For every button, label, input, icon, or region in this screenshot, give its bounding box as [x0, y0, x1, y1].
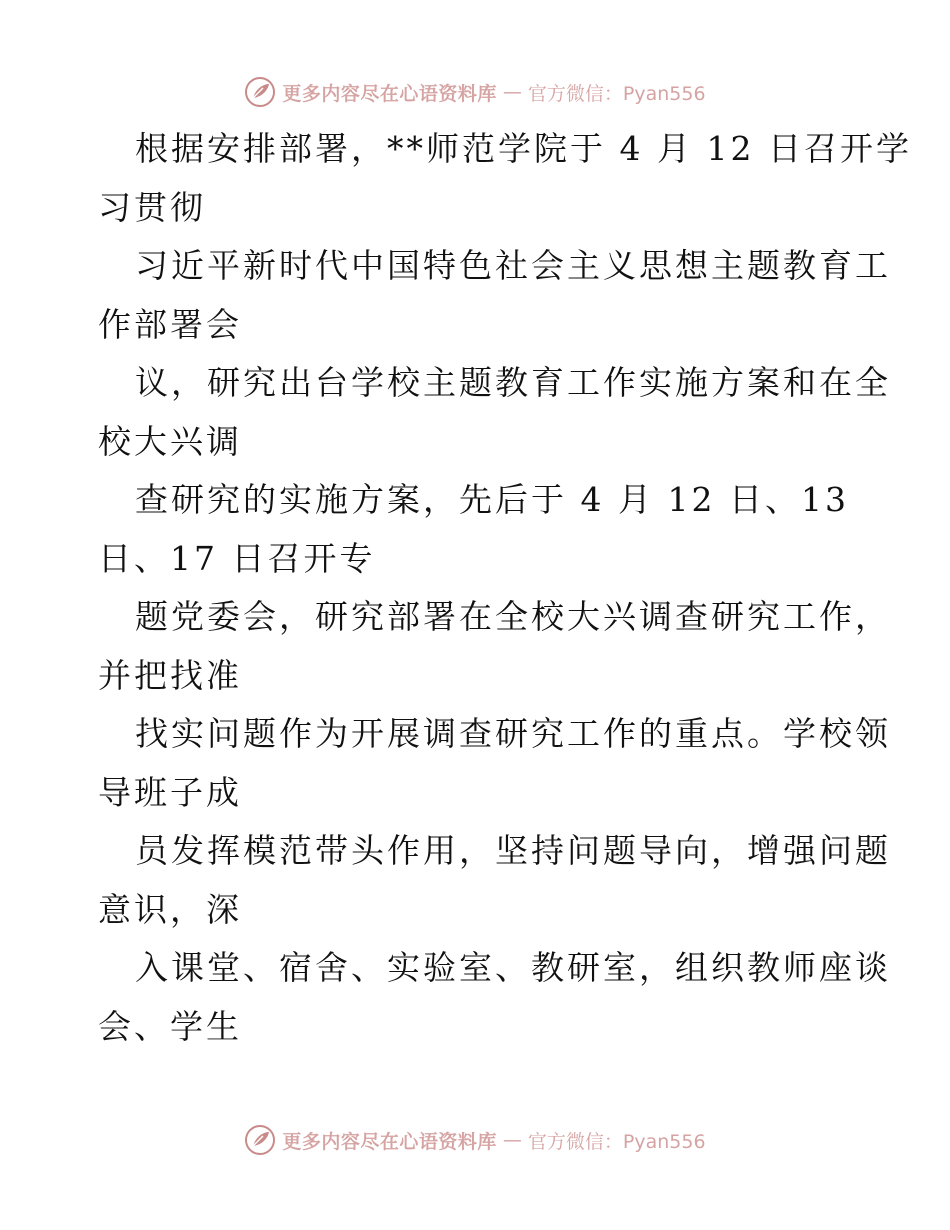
text-line: 作部署会: [98, 304, 242, 344]
text-line: 根据安排部署，**师范学院于 4 月 12 日召开学: [135, 129, 912, 168]
text-line: 意识，深: [98, 889, 242, 929]
text-line: 查研究的实施方案，先后于 4 月 12 日、13: [135, 480, 849, 519]
footer-watermark: [0, 1120, 950, 1160]
watermark-brand: 更多内容尽在心语资料库: [282, 82, 497, 105]
text-line: 日、17 日召开专: [98, 538, 376, 578]
text-line: 会、学生: [98, 1006, 242, 1046]
watermark-wechat: 官方微信：Pyan556: [527, 82, 706, 105]
text-line: 并把找准: [98, 655, 242, 695]
watermark-dash: —: [502, 81, 522, 103]
document-body: [98, 120, 912, 1056]
text-line: 找实问题作为开展调查研究工作的重点。学校领: [135, 714, 891, 753]
text-line: 导班子成: [98, 772, 242, 812]
header-watermark: [0, 72, 950, 112]
text-line: 入课堂、宿舍、实验室、教研室，组织教师座谈: [135, 948, 891, 987]
text-line: 校大兴调: [98, 421, 242, 461]
text-line: 题党委会，研究部署在全校大兴调查研究工作，: [135, 597, 891, 636]
leaf-pen-logo-icon: [244, 76, 276, 108]
watermark-wechat: 官方微信：Pyan556: [527, 1130, 706, 1153]
text-line: 议，研究出台学校主题教育工作实施方案和在全: [135, 363, 891, 402]
watermark-dash: —: [502, 1129, 522, 1151]
watermark-brand: 更多内容尽在心语资料库: [282, 1130, 497, 1153]
text-line: 员发挥模范带头作用，坚持问题导向，增强问题: [135, 831, 891, 870]
text-line: 习近平新时代中国特色社会主义思想主题教育工: [135, 246, 891, 285]
leaf-pen-logo-icon: [244, 1124, 276, 1156]
text-line: 习贯彻: [98, 187, 206, 227]
